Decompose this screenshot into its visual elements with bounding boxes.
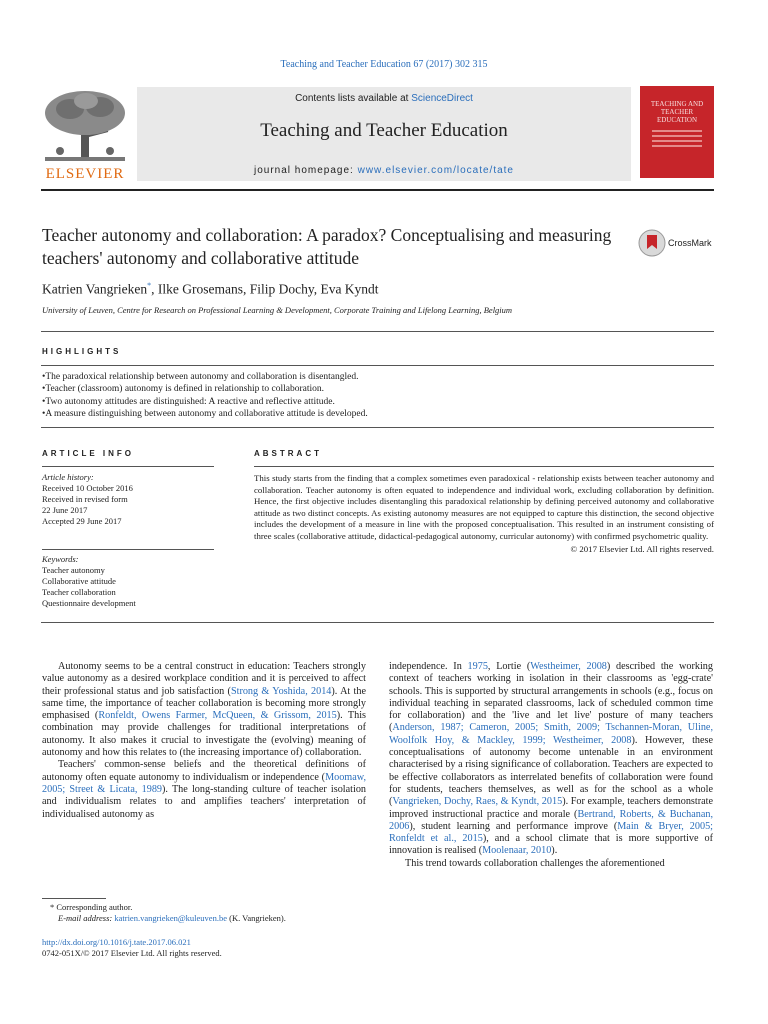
- citation-link[interactable]: Strong & Yoshida, 2014: [230, 685, 332, 697]
- other-authors: , Ilke Grosemans, Filip Dochy, Eva Kyndt: [151, 281, 379, 297]
- email-label: E-mail address:: [58, 913, 115, 923]
- author-email-link[interactable]: katrien.vangrieken@kuleuven.be: [114, 913, 227, 923]
- publisher-name: ELSEVIER: [45, 166, 125, 182]
- citation-link[interactable]: Anderson, 1987; Cameron, 2005; Smith, 2009; Tschannen-Moran, Uline, Woolfolk Hoy, & Mackley, 1999; Westheimer, 2008: [389, 722, 713, 746]
- journal-header-box: [137, 87, 631, 181]
- cover-text-lines: [652, 130, 702, 150]
- body-left-column: [42, 661, 366, 821]
- journal-homepage: [137, 165, 631, 176]
- email-suffix: (K. Vangrieken).: [226, 913, 286, 923]
- email-note: [42, 913, 286, 924]
- body-text: ). This combination may provide challenges for traditional interpretations of autonomy. It also makes it crucial to investigate the (evolving) meaning of autonomy and how this relates to (the increasing importance of) collaboration.: [42, 710, 366, 759]
- corresponding-author-mark[interactable]: *: [147, 281, 152, 290]
- footnote-mark: *: [50, 902, 55, 912]
- history-line: Received in revised form: [42, 494, 128, 504]
- body-text: ) described the working context of teachers working in isolation in their classrooms as 'egg-crate' schools. This is supported by structural arrangements in schools (e.g., focus on individual teaching in separated classrooms, lack of scheduled common time for collaboration) and the 'live and let live' posture of many teachers (: [389, 661, 713, 734]
- citation-link[interactable]: Main & Bryer, 2005; Ronfeldt et al., 2015: [389, 820, 713, 845]
- article-info-heading: ARTICLE INFO: [42, 449, 134, 458]
- abstract-heading: ABSTRACT: [254, 449, 322, 458]
- body-text: independence. In: [389, 661, 468, 672]
- article-history: [42, 472, 214, 527]
- affiliation-divider: [41, 331, 714, 332]
- body-text: ). The long-standing culture of teacher isolation and individualism relates to and amplifies teachers' interpretation of individualised autonomy as: [42, 783, 367, 820]
- sciencedirect-link[interactable]: ScienceDirect: [411, 93, 473, 104]
- history-line: Accepted 29 June 2017: [42, 516, 122, 526]
- article-info-rule: [42, 466, 214, 467]
- highlights-top-rule: [41, 365, 714, 366]
- highlight-item: • Teacher (classroom) autonomy is defined in relationship to collaboration.: [42, 383, 715, 395]
- footnote: [42, 902, 286, 924]
- abstract-text: This study starts from the finding that a complex sometimes even paradoxical - relationship exists between teacher autonomy and collaboration. Teacher autonomy is often equated to independence and individual work, excluding collaboration by definition. Hence, the first objective includes disentangling this paradoxical relationship by defining perceived autonomy and collaborative attitude as two distinct concepts. As existing autonomy measures are not equipped to capture this distinction, the second objective includes the development of a measure in line with the proposed conceptualisation. This resulted in an instrument consisting of three scales (collaborative attitude, didactical-pedagogical autonomy, curricular autonomy) with confirmed psychometric quality.: [254, 473, 714, 541]
- crossmark-badge[interactable]: [638, 229, 718, 257]
- history-line: 22 June 2017: [42, 505, 88, 515]
- elsevier-logo: [40, 87, 130, 183]
- corresponding-note: [42, 902, 286, 913]
- body-text: Teachers' common-sense beliefs and the theoretical definitions of autonomy often equate autonomy to individualism or independence (: [42, 759, 366, 783]
- body-paragraph: [389, 661, 713, 858]
- keywords-rule: [42, 549, 214, 550]
- doi-block: [42, 937, 222, 959]
- highlight-item: • A measure distinguishing between autonomy and collaborative attitude is developed.: [42, 408, 715, 420]
- body-text: ). At the same time, the importance of teacher collaboration is becoming more strongly emphasised (: [42, 685, 367, 722]
- keywords-label: Keywords:: [42, 554, 79, 564]
- affiliation: University of Leuven, Centre for Research on Professional Learning & Development, Corporate Training and Lifelong Learning, Belgium: [42, 305, 513, 315]
- highlights-bottom-rule: [41, 427, 714, 428]
- history-label: Article history:: [42, 472, 94, 482]
- highlight-item: • The paradoxical relationship between autonomy and collaboration is disentangled.: [42, 371, 715, 383]
- journal-title: Teaching and Teacher Education: [260, 120, 508, 141]
- citation-link[interactable]: 1975: [467, 661, 488, 672]
- citation-link[interactable]: Bertrand, Roberts, & Buchanan, 2006: [389, 808, 713, 832]
- homepage-prefix: journal homepage:: [253, 165, 358, 176]
- body-paragraph: [42, 661, 366, 759]
- highlights-list: [42, 371, 715, 421]
- issn-copyright: 0742-051X/© 2017 Elsevier Ltd. All rights reserved.: [42, 948, 222, 958]
- body-text: ). For example, teachers demonstrate improved instructional practice and morale (: [389, 796, 713, 820]
- body-text: This trend towards collaboration challenges the aforementioned: [405, 857, 665, 869]
- abstract-rule: [254, 466, 714, 467]
- contents-prefix: Contents lists available at: [295, 93, 412, 104]
- journal-cover: [640, 86, 714, 178]
- abstract-copyright: © 2017 Elsevier Ltd. All rights reserved.: [570, 543, 714, 554]
- highlight-item: • Two autonomy attitudes are distinguished: A reactive and reflective attitude.: [42, 396, 715, 408]
- body-text: ). However, these conceptualisations of autonomy become untenable in an environment characterised by a rising significance of collaboration. Teachers are expected to be effective collaborators as interrelated benefits of collaboration were found for students, teachers themselves, as well as for the school as a whole (: [389, 734, 713, 808]
- keyword: Collaborative attitude: [42, 576, 116, 586]
- article-info: [42, 449, 214, 609]
- doi-link[interactable]: http://dx.doi.org/10.1016/j.tate.2017.06.021: [42, 937, 191, 947]
- highlights-heading: HIGHLIGHTS: [42, 347, 122, 356]
- homepage-link[interactable]: www.elsevier.com/locate/tate: [357, 165, 514, 176]
- body-text: , Lortie (: [487, 661, 531, 672]
- abstract: [254, 449, 714, 554]
- citation-link[interactable]: Vangrieken, Dochy, Raes, & Kyndt, 2015: [392, 796, 563, 808]
- citation-link[interactable]: Ronfeldt, Owens Farmer, McQueen, & Grissom, 2015: [98, 710, 337, 722]
- history-line: Received 10 October 2016: [42, 483, 133, 493]
- body-paragraph: [389, 858, 713, 870]
- tree-logo-icon: [40, 87, 130, 165]
- author-list: [42, 281, 379, 298]
- body-paragraph: [42, 759, 366, 820]
- corresponding-label: Corresponding author.: [56, 902, 133, 912]
- body-text: ).: [551, 845, 558, 857]
- crossmark-icon: [638, 229, 666, 257]
- footnote-rule: [42, 898, 106, 899]
- body-text: Autonomy seems to be a central construct in education: Teachers strongly value autonomy as a desired workplace condition and it is perceived to affect their professional status and job satisfaction (: [42, 661, 366, 697]
- front-matter-divider: [41, 622, 714, 623]
- citation-link[interactable]: Westheimer, 2008: [530, 661, 607, 672]
- keyword: Teacher autonomy: [42, 565, 105, 575]
- body-text: ), student learning and performance improve (: [409, 820, 618, 832]
- cover-title: TEACHING AND TEACHER EDUCATION: [650, 100, 704, 124]
- body-text: ), and a school climate that is more supportive of innovation is realised (: [389, 833, 714, 857]
- journal-citation[interactable]: Teaching and Teacher Education 67 (2017) 302 315: [280, 59, 488, 70]
- keyword: Teacher collaboration: [42, 587, 116, 597]
- article-title: Teacher autonomy and collaboration: A paradox? Conceptualising and measuring teachers' autonomy and collaborative attitude: [42, 225, 612, 268]
- body-right-column: [389, 661, 713, 870]
- first-author: Katrien Vangrieken: [42, 281, 148, 297]
- contents-line: [137, 93, 631, 104]
- keywords: [42, 554, 214, 609]
- citation-link[interactable]: Moolenaar, 2010: [482, 845, 552, 857]
- header-divider: [41, 189, 714, 191]
- citation-link[interactable]: Moomaw, 2005; Street & Licata, 1989: [42, 771, 366, 795]
- keyword: Questionnaire development: [42, 598, 136, 608]
- crossmark-label: CrossMark: [668, 238, 712, 248]
